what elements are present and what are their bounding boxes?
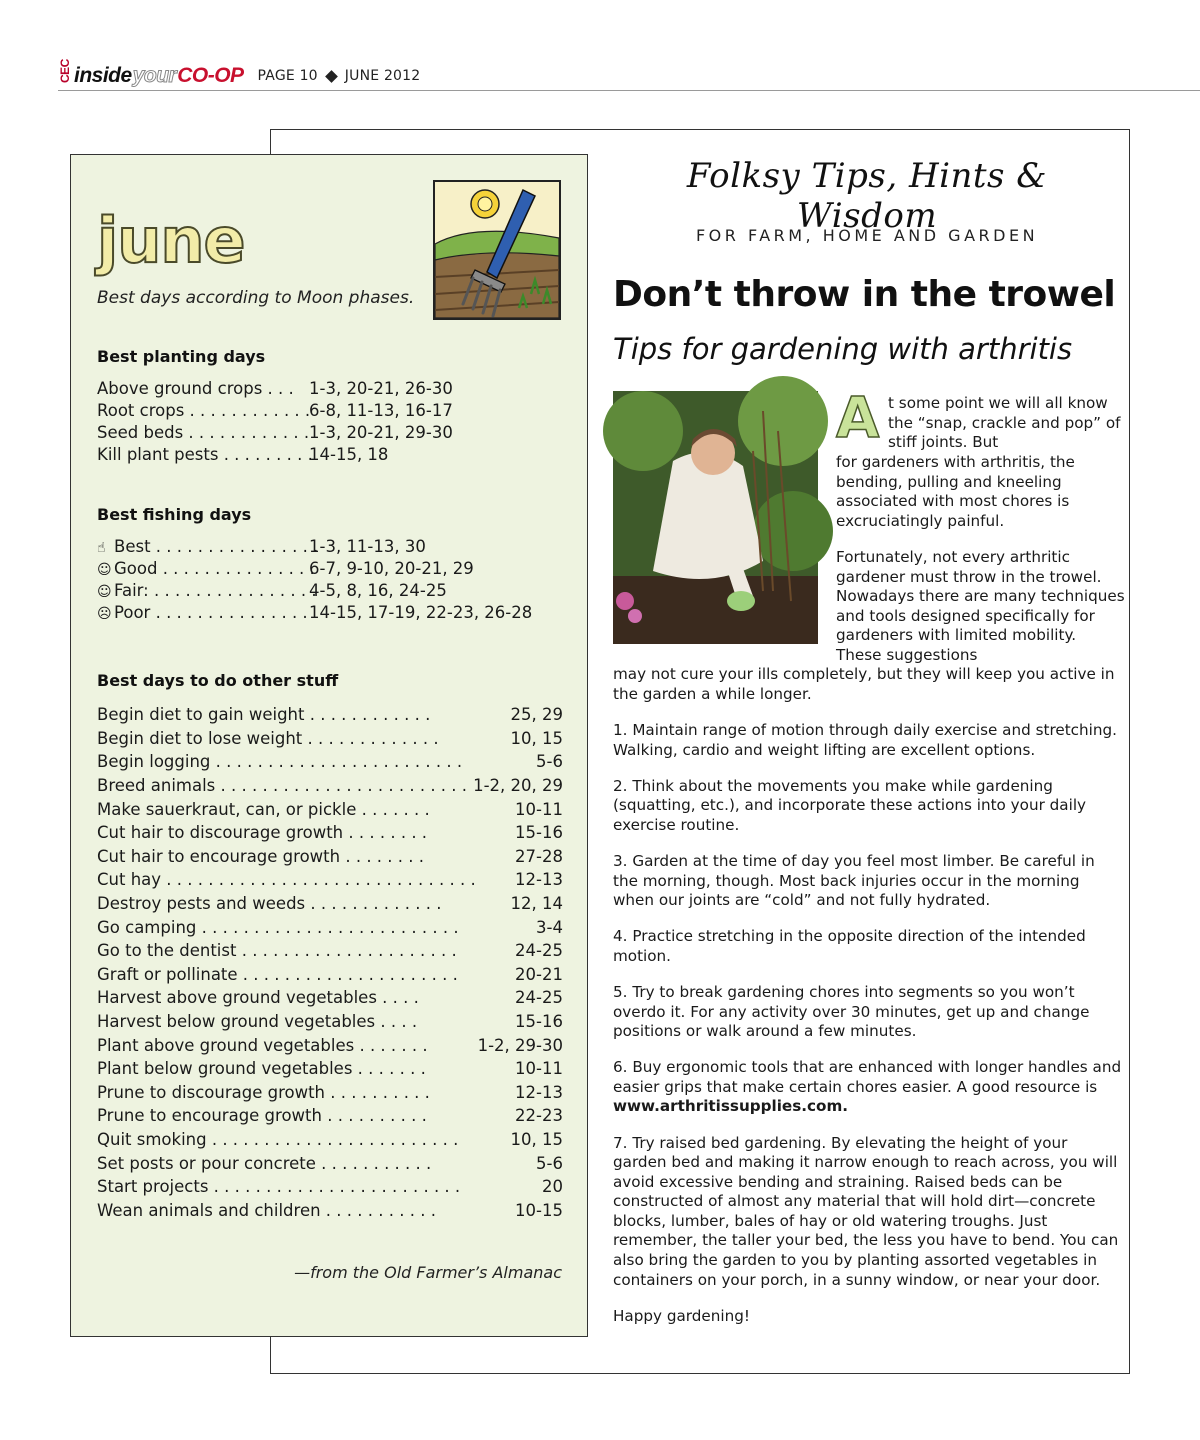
- row-value: 12, 14: [510, 894, 563, 914]
- fishing-row: [97, 579, 532, 601]
- row-value: 6-8, 11-13, 16-17: [309, 400, 453, 420]
- smile-icon: ☺: [97, 561, 112, 578]
- tip-item: 2. Think about the movements you make while gardening (squatting, etc.), and incorporate these actions into your daily exercise routine.: [613, 776, 1087, 834]
- fishing-heading: Best fishing days: [97, 505, 252, 524]
- other-row: [97, 845, 563, 869]
- tip-item: 7. Try raised bed gardening. By elevating the height of your garden bed and making it narrow enough to reach across, you will avoid excessive bending and straining. Raised beds can be constructed of almost any material that will hold dirt—concrete blocks, lumber, bales of hay or old watering troughs. Just remember, the taller your bed, the less you have to bend. You can also bring the garden to you by planting assorted vegetables in containers on your porch, in a sunny window, or near your door.: [613, 1133, 1119, 1289]
- logo-badge: CEC: [58, 59, 72, 83]
- row-value: 1-2, 29-30: [477, 1035, 563, 1055]
- intro-paragraph-3: may not cure your ills completely, but they will keep you active in the garden a while longer.: [613, 665, 1115, 703]
- row-value: 10-15: [515, 1200, 563, 1220]
- row-label: Kill plant pests . . . . . . . . .: [97, 444, 313, 464]
- row-label: Root crops . . . . . . . . . . . .: [97, 400, 311, 420]
- row-label: Prune to encourage growth . . . . . . . . . .: [97, 1106, 427, 1126]
- row-label: Fair: . . . . . . . . . . . . . . . .: [114, 580, 317, 600]
- masthead: [58, 59, 421, 90]
- row-label: Seed beds . . . . . . . . . . . .: [97, 422, 310, 442]
- planting-list: [97, 377, 453, 465]
- planting-row: [97, 377, 453, 399]
- row-label: Quit smoking . . . . . . . . . . . . . . . . . . . . . . . .: [97, 1129, 459, 1149]
- row-value: 4-5, 8, 16, 24-25: [309, 580, 447, 600]
- closing-line: Happy gardening!: [613, 1306, 750, 1325]
- row-label: Wean animals and children . . . . . . . . . . .: [97, 1200, 436, 1220]
- moon-calendar-panel: [70, 154, 588, 1337]
- diamond-icon: [325, 70, 338, 83]
- row-label: Cut hay . . . . . . . . . . . . . . . . . . . . . . . . . . . . . .: [97, 870, 476, 890]
- tip-item: 3. Garden at the time of day you feel most limber. Be careful in the morning, though. Most back injuries occur in the morning when our joints are “cold” and not fully hydrated.: [613, 851, 1095, 910]
- garden-fork-illustration: [433, 180, 561, 320]
- row-label: Above ground crops . . .: [97, 378, 294, 398]
- planting-row: [97, 443, 453, 465]
- row-value: 27-28: [515, 846, 563, 866]
- other-row: [97, 1081, 563, 1105]
- garden-fork-icon: [435, 182, 559, 318]
- fishing-row: [97, 557, 532, 579]
- fishing-list: [97, 535, 532, 623]
- row-label: Good . . . . . . . . . . . . . . .: [114, 558, 315, 578]
- tip-item: 5. Try to break gardening chores into segments so you won’t overdo it. For any activity over 30 minutes, get up and change positions or walk around a few minutes.: [613, 982, 1090, 1041]
- row-label: Make sauerkraut, can, or pickle . . . . . . .: [97, 799, 430, 819]
- row-label: Graft or pollinate . . . . . . . . . . . . . . . . . . . . .: [97, 964, 458, 984]
- tip-item: 4. Practice stretching in the opposite direction of the intended motion.: [613, 927, 1086, 965]
- row-label: Cut hair to discourage growth . . . . . . . .: [97, 823, 428, 843]
- row-value: 1-2, 20, 29: [473, 776, 563, 796]
- other-row: [97, 797, 563, 821]
- row-value: 15-16: [515, 1012, 563, 1032]
- article-subhead: Tips for gardening with arthritis: [613, 332, 1073, 366]
- gardener-photo: [613, 391, 818, 644]
- other-row: [97, 868, 563, 892]
- row-label: Begin logging . . . . . . . . . . . . . . . . . . . . . . . .: [97, 752, 463, 772]
- row-value: 5-6: [536, 752, 563, 772]
- other-row: [97, 1104, 563, 1128]
- row-label: Cut hair to encourage growth . . . . . . . .: [97, 846, 425, 866]
- row-value: 20-21: [515, 964, 563, 984]
- row-value: 24-25: [515, 988, 563, 1008]
- other-row: [97, 727, 563, 751]
- row-label: Begin diet to lose weight . . . . . . . . . . . . .: [97, 728, 439, 748]
- row-label: Plant above ground vegetables . . . . . . .: [97, 1035, 428, 1055]
- row-value: 1-3, 11-13, 30: [309, 536, 426, 556]
- row-value: 14-15, 18: [309, 444, 389, 464]
- row-label: Go camping . . . . . . . . . . . . . . . . . . . . . . . . .: [97, 917, 459, 937]
- row-value: 1-3, 20-21, 26-30: [309, 378, 453, 398]
- other-row: [97, 939, 563, 963]
- row-value: 22-23: [515, 1106, 563, 1126]
- row-value: 10, 15: [510, 1129, 563, 1149]
- column-kicker: Folksy Tips, Hints & Wisdom: [686, 156, 1048, 236]
- other-row: [97, 915, 563, 939]
- row-value: 10-11: [515, 799, 563, 819]
- neutral-face-icon: ☺: [97, 583, 112, 600]
- resource-link[interactable]: www.arthritissupplies.com.: [613, 1097, 849, 1116]
- other-row: [97, 774, 563, 798]
- fishing-row: [97, 601, 532, 623]
- other-list: [97, 703, 563, 1222]
- fishing-row: [97, 535, 532, 557]
- row-value: 10, 15: [510, 728, 563, 748]
- row-label: Set posts or pour concrete . . . . . . . . . . .: [97, 1153, 432, 1173]
- page-meta: [258, 68, 421, 84]
- row-value: 12-13: [515, 1082, 563, 1102]
- logo-inside: inside: [74, 64, 132, 87]
- other-row: [97, 1198, 563, 1222]
- other-row: [97, 986, 563, 1010]
- tip-text: 6. Buy ergonomic tools that are enhanced with longer handles and easier grips that make certain chores easier. A good resource is: [613, 1058, 1122, 1096]
- gardener-photo-image: [613, 391, 818, 644]
- other-row: [97, 892, 563, 916]
- pointing-hand-icon: ☝: [97, 539, 106, 556]
- frown-icon: ☹: [97, 605, 112, 622]
- row-value: 6-7, 9-10, 20-21, 29: [309, 558, 474, 578]
- article-headline: Don’t throw in the trowel: [613, 274, 1116, 315]
- logo-coop: CO-OP: [177, 64, 244, 87]
- row-value: 20: [542, 1177, 563, 1197]
- row-label: Best . . . . . . . . . . . . . . . .: [114, 536, 319, 556]
- planting-row: [97, 399, 453, 421]
- row-label: Prune to discourage growth . . . . . . . . . .: [97, 1082, 430, 1102]
- header-rule: [58, 90, 1200, 91]
- row-label: Go to the dentist . . . . . . . . . . . . . . . . . . . . .: [97, 941, 457, 961]
- other-row: [97, 1175, 563, 1199]
- row-value: 3-4: [536, 917, 563, 937]
- other-row: [97, 1033, 563, 1057]
- other-heading: Best days to do other stuff: [97, 671, 339, 690]
- planting-row: [97, 421, 453, 443]
- coop-logo: [58, 59, 244, 88]
- logo-your: your: [132, 64, 177, 87]
- row-value: 5-6: [536, 1153, 563, 1173]
- row-value: 24-25: [515, 941, 563, 961]
- other-row: [97, 963, 563, 987]
- row-label: Harvest below ground vegetables . . . .: [97, 1012, 418, 1032]
- other-row: [97, 1057, 563, 1081]
- column-kicker-sub: FOR FARM, HOME AND GARDEN: [695, 226, 1039, 245]
- row-value: 1-3, 20-21, 29-30: [309, 422, 453, 442]
- tip-item: [613, 1058, 1123, 1117]
- almanac-credit: —from the Old Farmer’s Almanac: [294, 1263, 562, 1282]
- drop-cap: A: [836, 386, 880, 451]
- other-row: [97, 821, 563, 845]
- other-row: [97, 1010, 563, 1034]
- row-label: Destroy pests and weeds . . . . . . . . . . . . .: [97, 894, 442, 914]
- row-value: 15-16: [515, 823, 563, 843]
- tip-item: 1. Maintain range of motion through daily exercise and stretching. Walking, cardio and weight lifting are excellent options.: [613, 721, 1117, 759]
- other-row: [97, 703, 563, 727]
- month-subtitle: Best days according to Moon phases.: [97, 288, 415, 308]
- intro-paragraph-lead: t some point we will all know the “snap, crackle and pop” of stiff joints. But: [888, 394, 1121, 452]
- other-row: [97, 750, 563, 774]
- month-title: june: [97, 204, 245, 277]
- row-label: Plant below ground vegetables . . . . . . .: [97, 1059, 426, 1079]
- row-value: 25, 29: [510, 705, 563, 725]
- row-value: 10-11: [515, 1059, 563, 1079]
- intro-paragraph-rest: for gardeners with arthritis, the bending, pulling and kneeling associated with most chores is excruciatingly painful.: [836, 453, 1075, 530]
- row-label: Breed animals . . . . . . . . . . . . . . . . . . . . . . . .: [97, 776, 468, 796]
- row-label: Poor . . . . . . . . . . . . . . .: [114, 602, 308, 622]
- page-number: PAGE 10: [257, 68, 318, 84]
- planting-heading: Best planting days: [97, 347, 266, 366]
- row-label: Begin diet to gain weight . . . . . . . . . . . .: [97, 705, 431, 725]
- tips-list: [613, 721, 1123, 1343]
- row-value: 12-13: [515, 870, 563, 890]
- row-label: Harvest above ground vegetables . . . .: [97, 988, 419, 1008]
- intro-paragraph-2: Fortunately, not every arthritic gardener must throw in the trowel. Nowadays there are many techniques and tools designed specifically for gardeners with limited mobility. These suggestions: [836, 548, 1125, 664]
- other-row: [97, 1128, 563, 1152]
- issue-date: JUNE 2012: [344, 68, 421, 84]
- row-value: 14-15, 17-19, 22-23, 26-28: [309, 602, 533, 622]
- row-label: Start projects . . . . . . . . . . . . . . . . . . . . . . . .: [97, 1177, 461, 1197]
- other-row: [97, 1151, 563, 1175]
